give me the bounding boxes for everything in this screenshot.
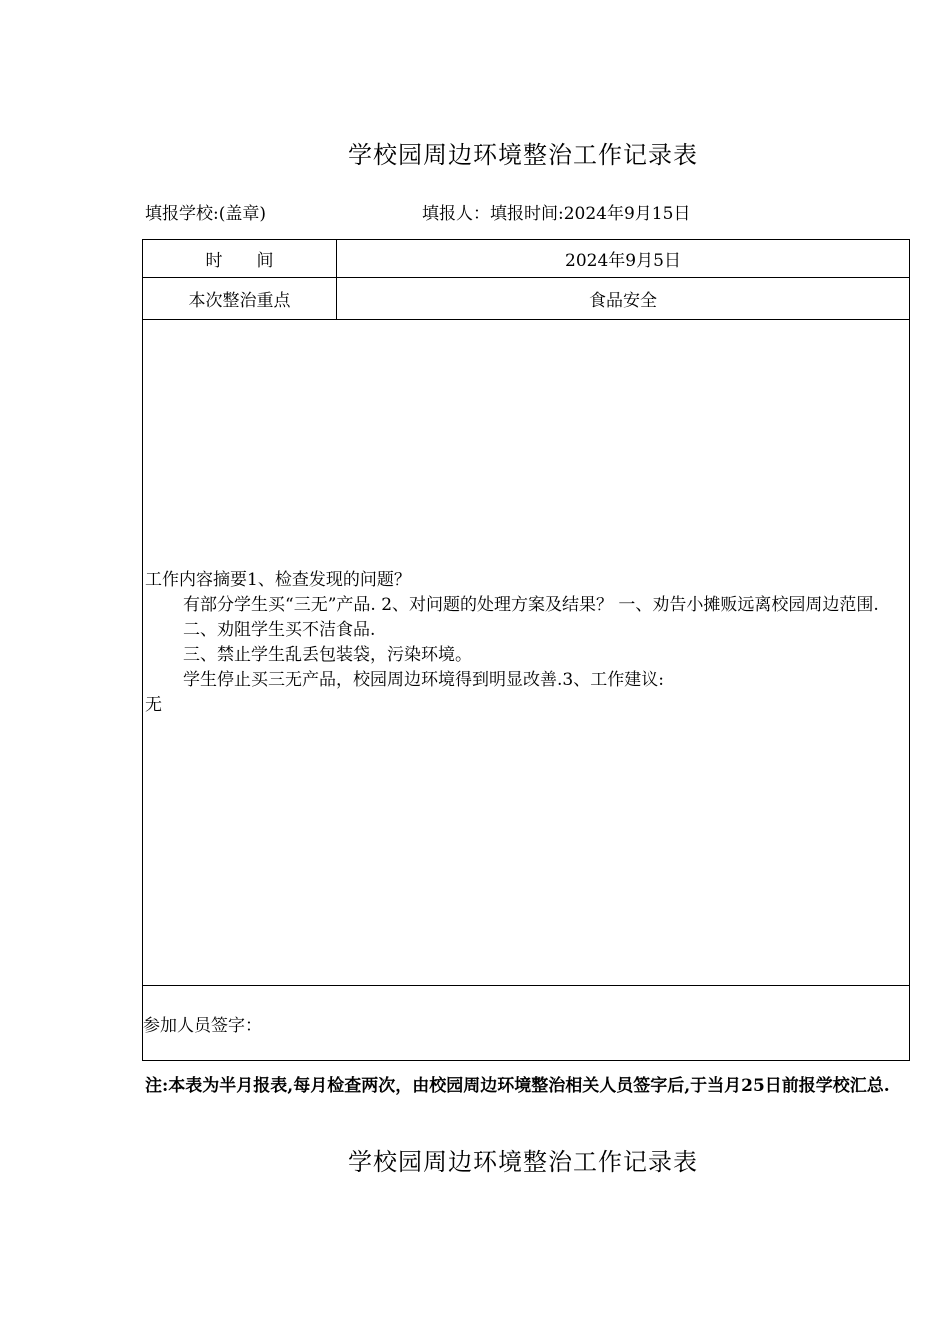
signature-label: 参加人员签字：: [143, 986, 910, 1061]
table-row-focus: [143, 278, 910, 320]
fill-info-line: [145, 199, 691, 224]
summary-line-6: 无: [145, 695, 162, 715]
document-title-repeat: 学校园周边环境整治工作记录表: [348, 1148, 698, 1176]
table-row-time: [143, 240, 910, 278]
focus-label: 本次整治重点: [143, 278, 337, 320]
table-row-signature: [143, 986, 910, 1061]
record-table: [142, 239, 910, 1061]
summary-line-5: 学生停止买三无产品，校园周边环境得到明显改善.3、工作建议:: [183, 670, 664, 690]
fill-school-label: 填报学校:(盖章): [145, 204, 266, 224]
work-summary: [145, 568, 905, 718]
time-label: 时 间: [143, 240, 337, 278]
focus-value: 食品安全: [337, 278, 910, 320]
document-title: 学校园周边环境整治工作记录表: [348, 141, 698, 169]
summary-line-3: 二、劝阻学生买不洁食品.: [183, 620, 376, 640]
time-value: 2024年9月5日: [337, 240, 910, 278]
fill-person-time-label: 填报人：填报时间:2024年9月15日: [422, 204, 691, 224]
content-cell: [143, 320, 910, 986]
footnote: 注:本表为半月报表,每月检查两次，由校园周边环境整治相关人员签字后,于当月25日前报学校汇总.: [145, 1076, 890, 1096]
table-row-content: [143, 320, 910, 986]
summary-line-2: 有部分学生买“三无”产品. 2、对问题的处理方案及结果？ 一、劝告小摊贩远离校园周边范围.: [183, 595, 879, 615]
summary-line-1: 工作内容摘要1、检查发现的问题？: [145, 570, 411, 590]
summary-line-4: 三、禁止学生乱丢包装袋，污染环境。: [183, 645, 472, 665]
